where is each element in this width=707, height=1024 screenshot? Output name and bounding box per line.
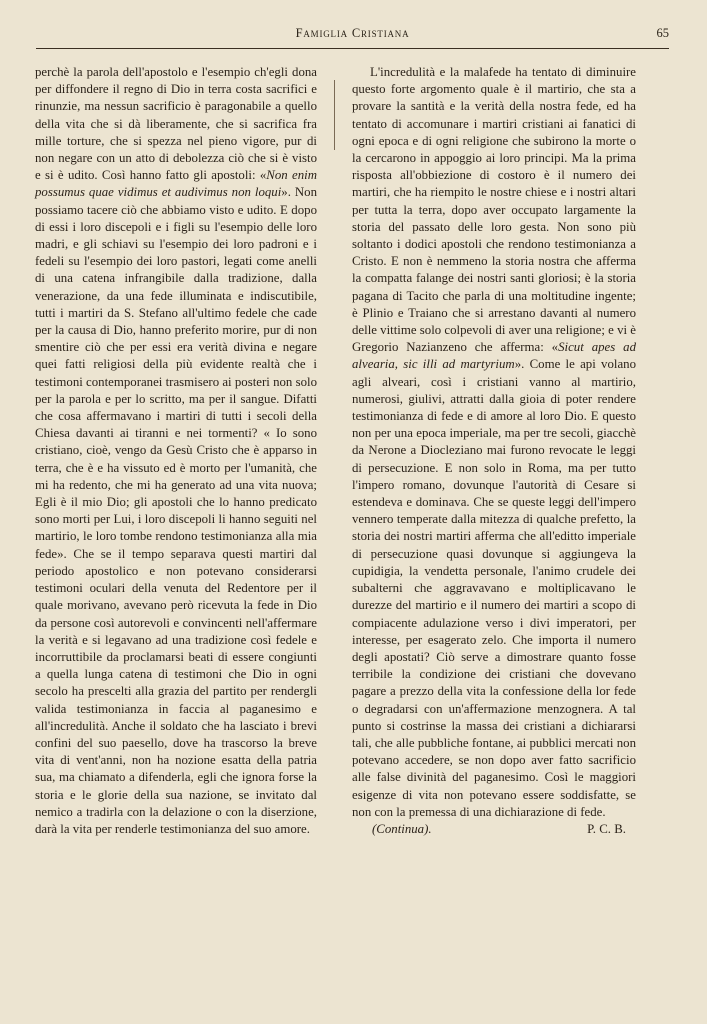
paragraph-text: ». Non possiamo tacere ciò che abbiamo visto e udito. E dopo di essi i loro discepoli e i figli su l'esempio delle loro madri, e gli schiavi su l'esempio dei loro padroni e i fedeli su l'esempio dei loro pastori, legati come anelli di una catena infrangibile dalla tradizione, dalla venerazione, da una fede illuminata e indiscutibile, tutti i martiri da S. Stefano all'ultimo fedele che cade per la causa di Dio, hanno preferito morire, pur di non smentire ciò che per essi era verità divina e negare quei fatti religiosi della più evidente realtà che i testimoni contemporanei trasmisero ai posteri non solo per la parola e per lo scritto, ma per il sangue. Difatti che cosa affermavano i martiri di tutti i secoli della Chiesa davanti ai tiranni e nei tormenti? « Io sono cristiano, cioè, vengo da Gesù Cristo che è apparso in terra, che è e ha vissuto ed è morto per l'umanità, che mi ha redento, che mi ha generato ad una vita nuova; Egli è il mio Dio; gli apostoli che lo hanno predicato sono morti per Lui, i loro discepoli li hanno seguiti nel martirio, le loro tombe rendono testimonianza alla mia fede». Che se il tempo separava questi martiri dal periodo apostolico e non potevano considerarsi testimoni oculari della venuta del Redentore per il quale morivano, avevano però ricevuta la fede in Dio da persone così autorevoli e convincenti nell'affermare la verità e si legavano ad una tradizione così fedele e incorruttibile da proclamarsi beati di essere congiunti a quella lunga catena di testimoni che Dio in ogni secolo ha prescelti alla grazia del partito per rendergli valida testimonianza in faccia al paganesimo e all'incredulità. Anche il soldato che ha lasciato i brevi confini del suo paesello, dove ha trascorso la breve vita di vent'anni, non ha nozione esatta della patria sua, ma chiamato a difenderla, egli che ignora forse la storia e le glorie della sua nazione, se invitato dal nemico a tradirla con la delazione o con la diserzione, darà la vita per renderle testimonianza del suo amore. bbox=[35, 185, 317, 836]
author-signature: P. C. B. bbox=[587, 821, 626, 836]
header-rule bbox=[36, 48, 669, 49]
right-paragraph bbox=[352, 64, 636, 821]
signoff bbox=[352, 821, 636, 838]
latin-quote: Sicut apes ad alvearia, sic illi ad martyrium bbox=[352, 340, 636, 372]
paragraph-text: ». Come le api volano agli alveari, così i cristiani vanno al martirio, numerosi, giulivi, attratti dalla gioia di poter rendere testimonianza di fede e di amore al loro Dio. E questo non per una epoca imperiale, ma per tre secoli, giacchè da Nerone a Diocleziano mai furono revocate le leggi di persecuzione. E non solo in Roma, ma per tutto l'impero romano, dovunque l'autorità di Cesare si estendeva e dominava. Che se queste leggi dell'impero vennero temperate dalla mitezza di qualche prefetto, la storia dei nostri martiri afferma che all'editto imperiale di persecuzione quasi dovunque si aggiungeva la cupidigia, la vendetta personale, l'animo crudele dei subalterni che aggravavano e moltiplicavano le durezze del martirio e il numero dei martiri a scopo di compiacente adulazione verso i divi imperatori, per interesse, per esagerato zelo. Che importa il numero degli apostati? Ciò serve a dimostrare quanto fosse terribile la condizione dei cristiani che dovevano pagare a prezzo della vita la confessione della lor fede o degradarsi con un'affermazione menzognera. A tal punto si costrinse la massa dei cristiani a dichiararsi tali, che alle pubbliche fontane, ai pubblici mercati non potevano accedere, se non dopo aver fatto sacrificio alle false divinità del paganesimo. Così le maggiori esigenze di vita non potevano essere soddisfatte, se non con la premessa di una dichiarazione di fede. bbox=[352, 357, 636, 819]
right-column bbox=[352, 64, 636, 838]
left-paragraph bbox=[35, 64, 317, 838]
paragraph-text: perchè la parola dell'apostolo e l'esempio ch'egli dona per diffondere il regno di Dio in terra costa sacrifici e rinunzie, ma nessun sacrificio è paragonabile a quello della vita che si dà liberamente, che si sacrifica fra mille torture, che si spezza nel pieno vigore, pur di non negare con un atto di debolezza ciò che si è visto e si è udito. Così hanno fatto gli apostoli: « bbox=[35, 65, 317, 183]
latin-quote: Non enim possumus quae vidimus et audivimus non loqui bbox=[35, 168, 317, 200]
left-column bbox=[35, 64, 317, 838]
running-title: Famiglia Cristiana bbox=[295, 26, 410, 40]
paragraph-text: L'incredulità e la malafede ha tentato di diminuire questo forte argomento quale è il martirio, che sta a provare la santità e la verità della nostra fede, ed ha tentato di accomunare i martiri cristiani ai fanatici di ogni epoca e di ogni religione che subirono la morte o la cercarono in appoggio ai loro principi. Ma la prima risposta all'obbiezione di costoro è il numero dei martiri, che ha riempito le nostre chiese e i nostri altari per tutta la terra, dopo aver occupato largamente la storia del passato delle loro gesta. Non sono più soltanto i dodici apostoli che rendono testimonianza a Cristo. E non è nemmeno la storia nostra che afferma la compatta falange dei nostri santi gloriosi; è la storia pagana di Tacito che parla di una moltitudine ingente; è Plinio e Traiano che si arrestano davanti al numero delle vittime solo colpevoli di aver una religione; e vi è Gregorio Nazianzeno che afferma: « bbox=[352, 65, 636, 355]
continua-note: (Continua). bbox=[372, 821, 432, 836]
column-divider bbox=[334, 80, 335, 150]
page-header bbox=[36, 26, 669, 44]
page-number: 65 bbox=[656, 26, 669, 40]
